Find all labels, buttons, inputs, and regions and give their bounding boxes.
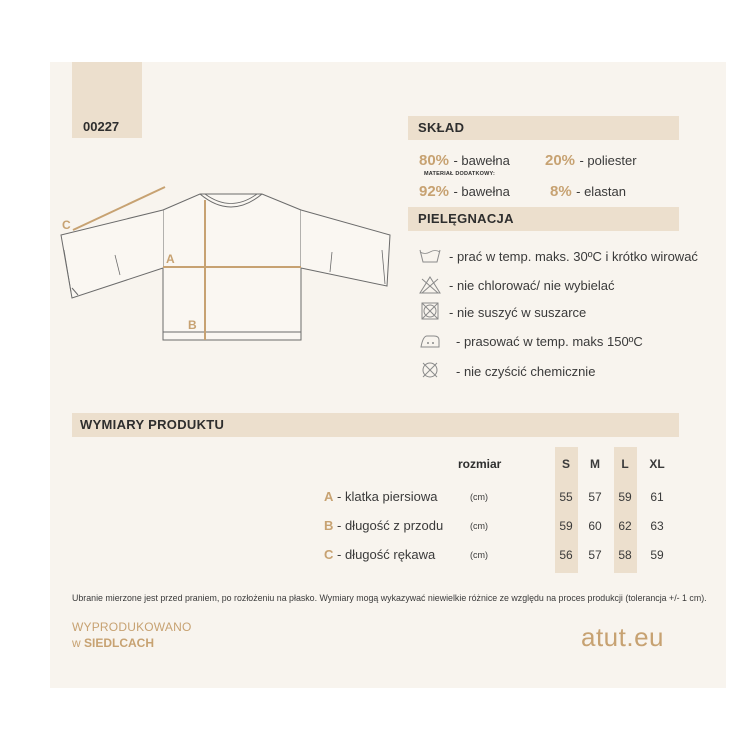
material: - elastan bbox=[576, 184, 627, 199]
row-b-m: 60 bbox=[588, 519, 602, 533]
row-text: - długość rękawa bbox=[337, 547, 436, 562]
measurement-note: Ubranie mierzone jest przed praniem, po rozłożeniu na płasko. Wymiary mogą wykazywać niewielkie różnice ze względu na proces produkcji (tolerancja +/- 1 cm). bbox=[72, 593, 707, 604]
row-c-xl: 59 bbox=[650, 548, 664, 562]
row-text: - klatka piersiowa bbox=[337, 489, 438, 504]
brand-logo: atut.eu bbox=[581, 622, 665, 652]
size-l: L bbox=[621, 457, 629, 471]
row-a-label bbox=[324, 489, 437, 504]
row-c-unit: (cm) bbox=[470, 550, 488, 560]
sketch-label-b: B bbox=[188, 318, 197, 332]
size-label: rozmiar bbox=[458, 457, 502, 471]
care-header: PIELĘGNACJA bbox=[408, 207, 679, 231]
row-text: - długość z przodu bbox=[337, 518, 444, 533]
composition-main-2 bbox=[545, 152, 637, 170]
no-tumble-dry-icon bbox=[419, 302, 441, 320]
material: - poliester bbox=[579, 153, 637, 168]
no-dry-clean-icon bbox=[419, 361, 441, 379]
dimensions-header: WYMIARY PRODUKTU bbox=[72, 413, 679, 437]
care-item-iron: - prasować w temp. maks 150ºC bbox=[456, 334, 643, 349]
row-a-s: 55 bbox=[559, 490, 573, 504]
made-in-line1: WYPRODUKOWANO bbox=[72, 620, 192, 634]
care-item-dry: - nie suszyć w suszarce bbox=[449, 305, 587, 320]
row-c-label bbox=[324, 547, 435, 562]
row-b-unit: (cm) bbox=[470, 521, 488, 531]
row-c-l: 58 bbox=[618, 548, 632, 562]
material: - bawełna bbox=[453, 153, 510, 168]
composition-extra-1 bbox=[419, 183, 510, 201]
care-item-dry-clean: - nie czyścić chemicznie bbox=[456, 364, 596, 379]
composition-extra-2 bbox=[550, 183, 626, 201]
row-a-xl: 61 bbox=[650, 490, 664, 504]
percent: 80% bbox=[419, 152, 450, 169]
made-in-prefix: w bbox=[72, 636, 84, 650]
size-s: S bbox=[561, 457, 570, 471]
row-letter: B bbox=[324, 518, 334, 533]
row-c-s: 56 bbox=[559, 548, 573, 562]
row-letter: A bbox=[324, 489, 334, 504]
wash-30-icon bbox=[419, 247, 441, 265]
row-b-l: 62 bbox=[618, 519, 632, 533]
sweater-sketch bbox=[55, 180, 405, 355]
row-a-unit: (cm) bbox=[470, 492, 488, 502]
row-b-s: 59 bbox=[559, 519, 573, 533]
care-item-wash: - prać w temp. maks. 30ºC i krótko wirować bbox=[449, 249, 698, 264]
size-m: M bbox=[590, 457, 600, 471]
row-c-m: 57 bbox=[588, 548, 602, 562]
sketch-label-a: A bbox=[166, 252, 175, 266]
row-a-l: 59 bbox=[618, 490, 632, 504]
row-b-xl: 63 bbox=[650, 519, 664, 533]
no-bleach-icon bbox=[419, 276, 441, 294]
row-b-label bbox=[324, 518, 443, 533]
extra-material-label: MATERIAŁ DODATKOWY: bbox=[424, 171, 496, 177]
material: - bawełna bbox=[453, 184, 510, 199]
row-letter: C bbox=[324, 547, 334, 562]
percent: 20% bbox=[545, 152, 576, 169]
row-a-m: 57 bbox=[588, 490, 602, 504]
composition-main-1 bbox=[419, 152, 510, 170]
made-in-line2 bbox=[72, 636, 154, 650]
size-xl: XL bbox=[649, 457, 665, 471]
percent: 92% bbox=[419, 183, 450, 200]
sketch-label-c: C bbox=[62, 218, 71, 232]
product-code: 00227 bbox=[83, 119, 120, 134]
iron-150-icon bbox=[419, 332, 441, 350]
made-in-city: SIEDLCACH bbox=[84, 636, 155, 650]
percent: 8% bbox=[550, 183, 572, 200]
care-item-bleach: - nie chlorować/ nie wybielać bbox=[449, 278, 615, 293]
composition-header: SKŁAD bbox=[408, 116, 679, 140]
